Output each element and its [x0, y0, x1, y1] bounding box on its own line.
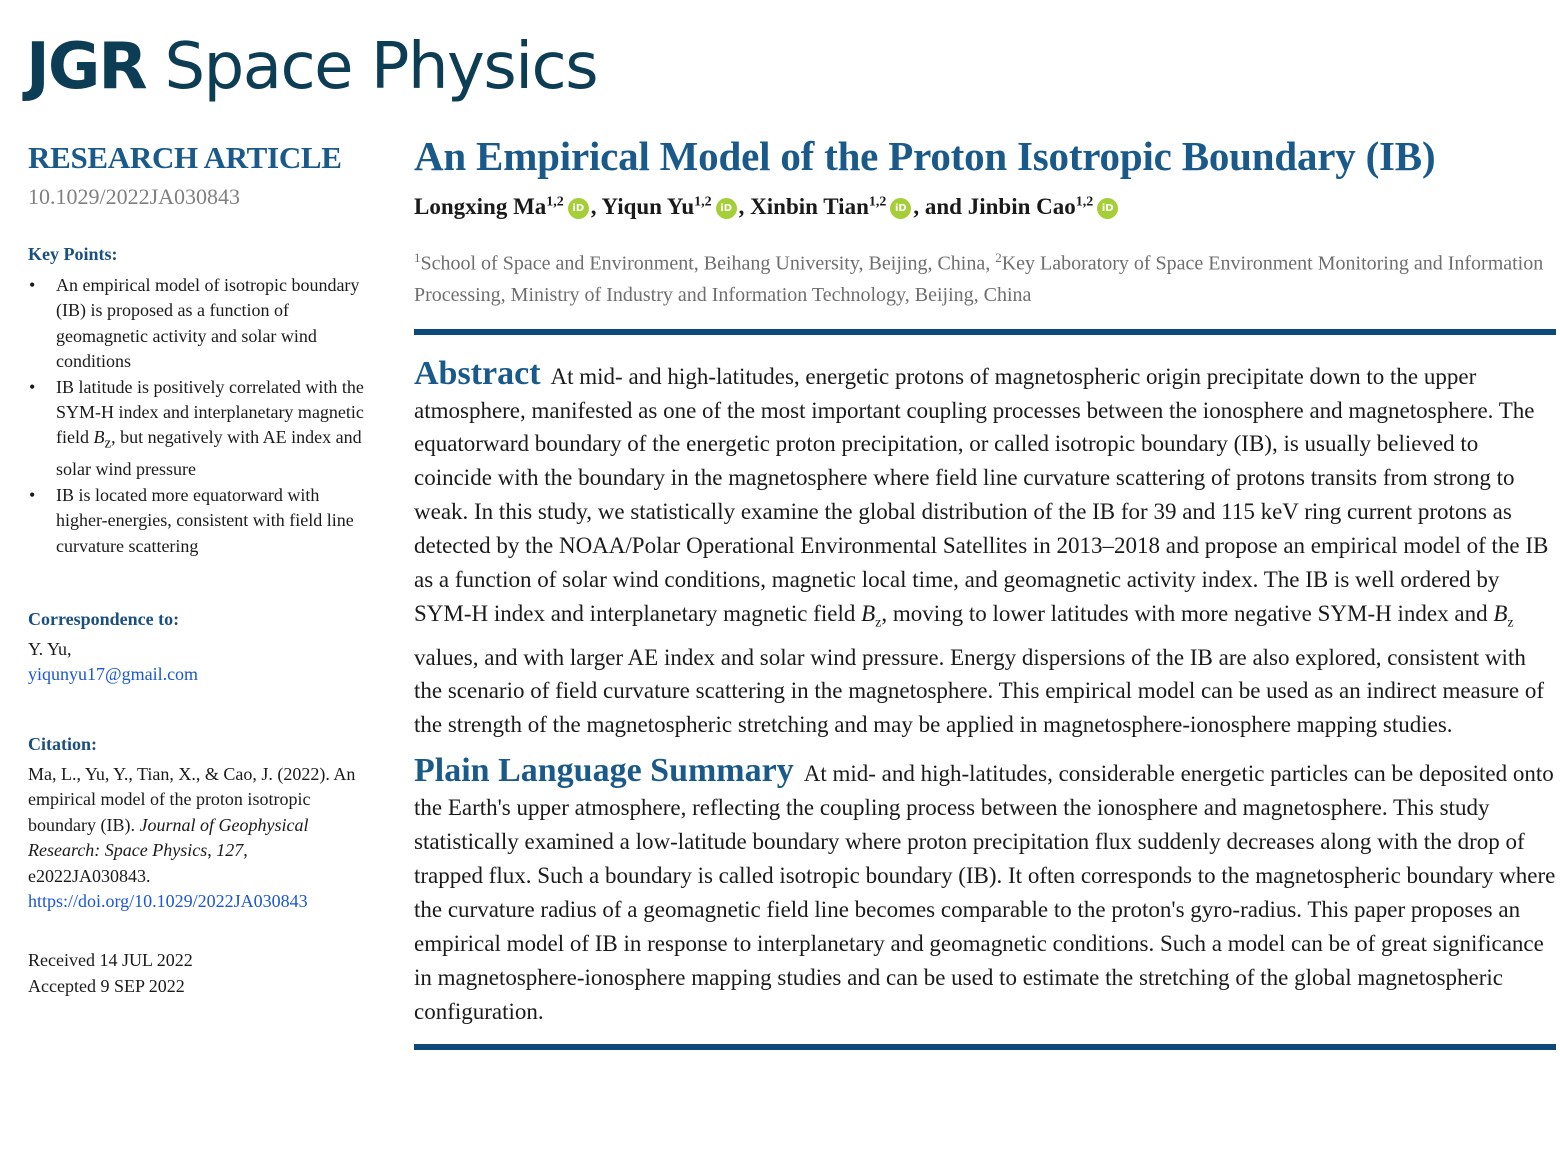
citation-authors: Ma, L., Yu, Y., Tian, X., & Cao, J. (2022). An empirical model of the proton isotropic boundary (IB).	[28, 763, 356, 835]
author-name[interactable]: Yiqun Yu	[601, 194, 695, 219]
paper-title: An Empirical Model of the Proton Isotropic Boundary (IB)	[414, 133, 1436, 179]
key-point-3: • IB is located more equatorward with higher-energies, consistent with field line curvature scattering	[28, 483, 368, 559]
abstract-text-a: At mid- and high-latitudes, energetic protons of magnetospheric origin precipitate down to the upper atmosphere, manifested as one of the most important coupling processes between the ionosphere and magnetosphere. The equatorward boundary of the energetic proton precipitation, or called isotropic boundary (IB), is usually believed to coincide with the boundary in the magnetosphere where field line curvature scattering of protons transits from strong to weak. In this study, we statistically examine the global distribution of the IB for 39 and 115 keV ring current protons as detected by the NOAA/Polar Operational Environmental Satellites in 2013–2018 and propose an empirical model of the IB as a function of solar wind conditions, magnetic local time, and geomagnetic activity index. The IB is well ordered by SYM-H index and interplanetary magnetic field	[414, 363, 1549, 626]
correspondence-email-link[interactable]: yiqunyu17@gmail.com	[28, 664, 199, 685]
key-point-1: • An empirical model of isotropic boundary (IB) is proposed as a function of geomagnetic activity and solar wind conditions	[28, 273, 368, 375]
author-list	[414, 194, 1556, 220]
orcid-icon[interactable]: iD	[568, 198, 589, 219]
plain-language-section	[414, 754, 1556, 1028]
section-divider	[414, 329, 1556, 335]
citation-text	[28, 762, 368, 914]
author-separator: ,	[590, 194, 602, 219]
abstract-text-c: values, and with larger AE index and solar wind pressure. Energy dispersions of the IB are also explored, consistent with the scenario of field curvature scattering in the magnetosphere. This empirical model can be used as an indirect measure of the strength of the magnetospheric stretching and may be applied in magnetosphere-ionosphere mapping studies.	[414, 644, 1544, 738]
citation-id: , e2022JA030843.	[28, 840, 248, 886]
affil-text-1: School of Space and Environment, Beihang University, Beijing, China,	[420, 252, 996, 275]
author-affil-sup: 1,2	[868, 194, 887, 210]
plain-language-heading: Plain Language Summary	[414, 752, 794, 790]
section-divider-bottom	[414, 1044, 1556, 1050]
orcid-icon[interactable]: iD	[890, 198, 911, 219]
affil-sup-1: 1	[414, 250, 421, 265]
key-point-2	[28, 375, 368, 483]
affiliations	[414, 242, 1556, 311]
citation-sep: ,	[207, 840, 217, 861]
author-name[interactable]: Jinbin Cao	[967, 194, 1076, 219]
bz-subscript: z	[104, 436, 112, 453]
affil-text-2: Key Laboratory of Space Environment Monitoring and Information Processing, Ministry of Industry and Information Technology, Beijing, China	[414, 252, 1544, 306]
correspondence-block	[28, 637, 368, 688]
plain-language-text: At mid- and high-latitudes, considerable energetic particles can be deposited onto the Earth's upper atmosphere, reflecting the coupling process between the ionosphere and magnetosphere. This study statistically examined a low-latitude boundary where proton precipitation flux suddenly decreases along with the drop of trapped flux. Such a boundary is called isotropic boundary (IB). It often corresponds to the magnetospheric boundary where the curvature radius of a geomagnetic field line becomes comparable to the proton's gyro-radius. This paper proposes an empirical model of IB in response to interplanetary and geomagnetic conditions. Such a model can be of great significance in magnetosphere-ionosphere mapping studies and can be used to estimate the stretching of the global magnetospheric configuration.	[414, 761, 1556, 1024]
author-affil-sup: 1,2	[1075, 194, 1094, 210]
citation-journal: Journal of Geophysical Research: Space Physics	[28, 814, 309, 861]
citation-heading: Citation:	[28, 733, 97, 754]
affil-sup-2: 2	[995, 250, 1002, 265]
key-points-heading: Key Points:	[28, 244, 118, 264]
accepted-date: Accepted 9 SEP 2022	[28, 975, 185, 996]
bz-variable: B	[93, 427, 105, 448]
bz-variable: B	[861, 601, 876, 626]
orcid-icon[interactable]: iD	[1097, 198, 1118, 219]
correspondence-heading: Correspondence to:	[28, 609, 180, 630]
author-affil-sup: 1,2	[546, 194, 564, 210]
author-name[interactable]: Longxing Ma	[414, 194, 547, 219]
author-affil-sup: 1,2	[694, 194, 712, 210]
author-separator: , and	[913, 194, 968, 219]
key-point-2-text-a: IB latitude is positively correlated with the SYM-H index and interplanetary magnetic field	[56, 376, 364, 448]
key-point-2-text-b: , but negatively with AE index and solar wind pressure	[56, 427, 362, 480]
journal-name-rest: Space Physics	[145, 30, 598, 104]
bz-subscript: z	[875, 615, 882, 631]
dates-block	[28, 948, 368, 999]
article-doi: 10.1029/2022JA030843	[28, 184, 241, 209]
citation-volume: 127	[216, 840, 244, 861]
bz-variable: B	[1493, 601, 1508, 626]
article-type: RESEARCH ARTICLE	[28, 140, 342, 175]
orcid-icon[interactable]: iD	[716, 198, 737, 219]
journal-name-bold: JGR	[26, 30, 146, 104]
key-points-list	[28, 273, 368, 559]
journal-logo	[26, 30, 597, 104]
abstract-section	[414, 354, 1556, 743]
abstract-text-b: , moving to lower latitudes with more negative SYM-H index and	[881, 601, 1494, 626]
abstract-heading: Abstract	[414, 354, 541, 392]
bz-subscript: z	[1507, 615, 1514, 631]
author-name[interactable]: Xinbin Tian	[750, 194, 869, 219]
received-date: Received 14 JUL 2022	[28, 950, 193, 971]
citation-doi-link[interactable]: https://doi.org/10.1029/2022JA030843	[28, 890, 308, 911]
article-main	[414, 132, 1556, 1050]
correspondence-name: Y. Yu,	[28, 639, 72, 660]
sidebar	[28, 140, 368, 999]
author-separator: ,	[738, 194, 751, 219]
